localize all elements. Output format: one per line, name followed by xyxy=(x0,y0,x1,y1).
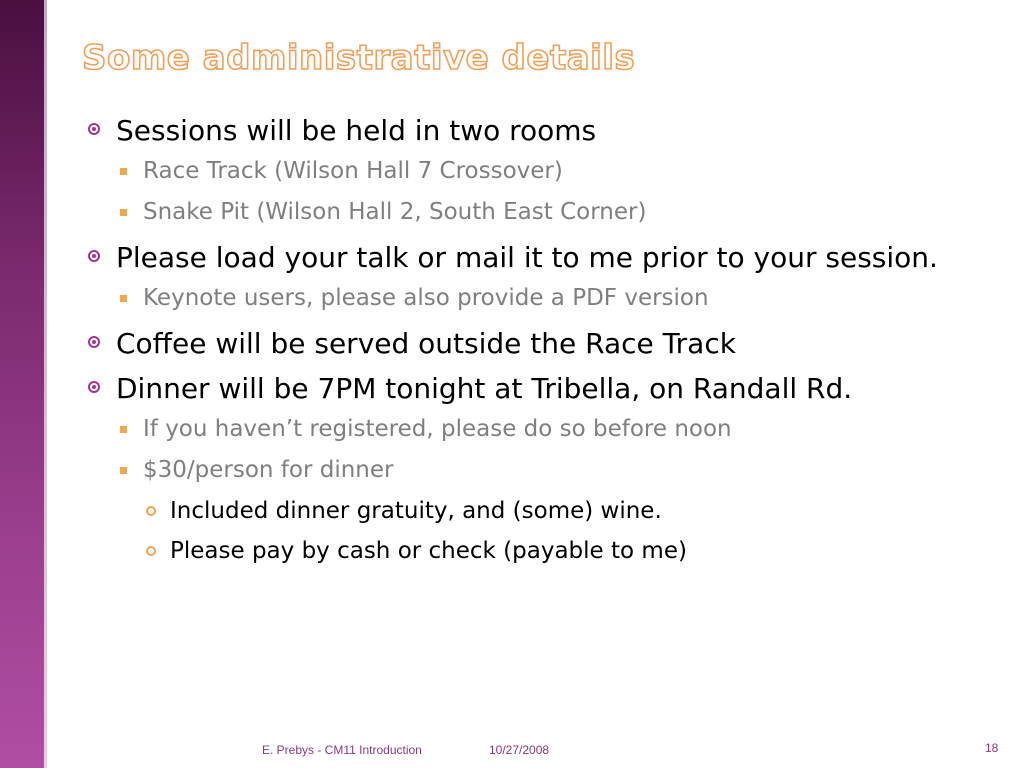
slide-number: 18 xyxy=(985,741,999,755)
square-bullet-icon xyxy=(120,295,127,302)
ring-bullet-icon xyxy=(146,506,156,516)
sub-bullet-race-track xyxy=(118,151,966,192)
sub-sub-bullet-payment xyxy=(144,531,966,571)
square-bullet-icon xyxy=(120,426,127,433)
sub-bullet-text: Race Track (Wilson Hall 7 Crossover) xyxy=(143,158,563,184)
bullet-text: Dinner will be 7PM tonight at Tribella, on Randall Rd. xyxy=(116,372,853,405)
square-bullet-icon xyxy=(120,209,127,216)
sidebar-edge xyxy=(44,0,47,768)
sub-sub-bullet-text: Please pay by cash or check (payable to me) xyxy=(170,538,687,564)
bullet-text: Coffee will be served outside the Race Track xyxy=(116,327,736,360)
sub-sub-bullet-gratuity xyxy=(144,491,966,531)
decorative-sidebar xyxy=(0,0,44,768)
bullet-dinner xyxy=(86,368,966,409)
bullet-sessions xyxy=(86,110,966,151)
sub-bullet-price xyxy=(118,450,966,491)
sub-bullet-keynote xyxy=(118,278,966,319)
sub-bullet-text: Keynote users, please also provide a PDF version xyxy=(143,285,709,311)
square-bullet-icon xyxy=(120,168,127,175)
footer-date: 10/27/2008 xyxy=(489,743,550,757)
circle-bullet-icon xyxy=(88,250,100,262)
slide-title: Some administrative details xyxy=(82,38,636,78)
square-bullet-icon xyxy=(120,467,127,474)
sub-bullet-text: Snake Pit (Wilson Hall 2, South East Corner) xyxy=(143,199,647,225)
sub-bullet-text: If you haven’t registered, please do so before noon xyxy=(143,416,732,442)
bullet-load-talk xyxy=(86,237,966,278)
bullet-text: Please load your talk or mail it to me prior to your session. xyxy=(116,241,938,274)
sub-bullet-snake-pit xyxy=(118,192,966,233)
circle-bullet-icon xyxy=(88,381,100,393)
circle-bullet-icon xyxy=(88,123,100,135)
bullet-coffee xyxy=(86,323,966,364)
ring-bullet-icon xyxy=(146,546,156,556)
sub-sub-bullet-text: Included dinner gratuity, and (some) wine. xyxy=(170,498,662,524)
circle-bullet-icon xyxy=(88,336,100,348)
footer-author: E. Prebys - CM11 Introduction xyxy=(262,743,422,757)
slide-content xyxy=(86,106,966,571)
sub-bullet-text: $30/person for dinner xyxy=(143,457,394,483)
sub-bullet-register xyxy=(118,409,966,450)
bullet-text: Sessions will be held in two rooms xyxy=(116,114,597,147)
